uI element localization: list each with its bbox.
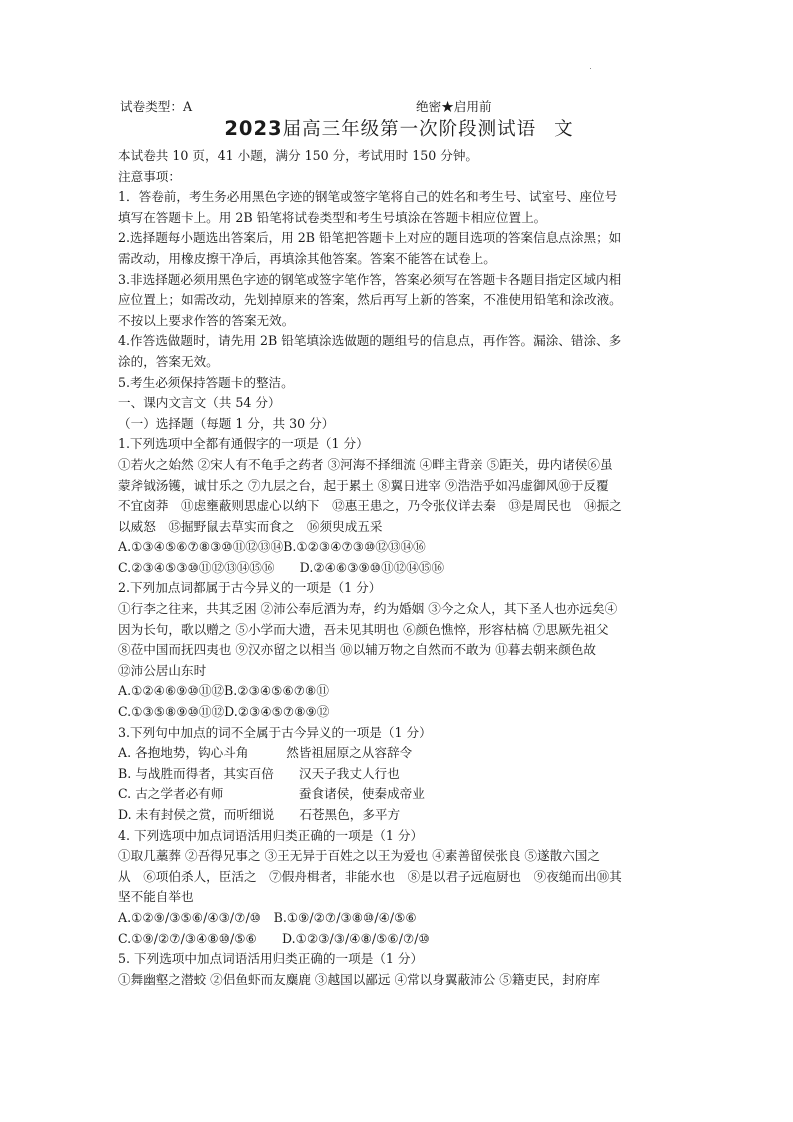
note-line: 不按以上要求作答的答案无效。 bbox=[118, 312, 295, 328]
section-heading: 一、课内文言文（共 54 分） bbox=[118, 395, 281, 411]
question-text: 从 ⑥项伯杀人，臣活之 ⑦假舟楫者，非能水也 ⑧是以君子远庖厨也 ⑨夜缒而出⑩其 bbox=[118, 868, 622, 884]
question-text: 坚不能自举也 bbox=[118, 889, 194, 905]
question-2 bbox=[118, 578, 680, 722]
exam-content bbox=[118, 96, 680, 990]
question-1 bbox=[118, 434, 680, 578]
notes-heading: 注意事项： bbox=[118, 168, 181, 184]
title-main: 届高三年级第一次阶段测试语 bbox=[282, 119, 537, 140]
note-line: 应位置上；如需改动，先划掉原来的答案，然后再写上新的答案，不准使用铅笔和涂改液。 bbox=[118, 292, 622, 308]
paper-type: 试卷类型：A bbox=[120, 99, 193, 114]
note-line: 1．答卷前，考生务必用黑色字迹的钢笔或签字笔将自己的姓名和考生号、试室号、座位号 bbox=[118, 189, 618, 205]
exam-summary: 本试卷共 10 页，41 小题，满分 150 分，考试用时 150 分钟。 bbox=[118, 148, 479, 163]
question-text: 蒙斧钺汤镬，诚甘乐之 ⑦九层之台，起于累土 ⑧翼日进宰 ⑨浩浩乎如冯虚御风⑩于反覆 bbox=[118, 477, 609, 493]
title-year: 2023 bbox=[224, 117, 283, 140]
note-line: 涂的，答案无效。 bbox=[118, 353, 219, 369]
answer-options: A.①③④⑤⑥⑦⑧③⑩⑪⑫⑬⑭B.①②③④⑦③⑩⑫⑬⑭⑯ bbox=[118, 539, 426, 555]
question-text: ①行李之往来，共其乏困 ②沛公奉卮酒为寿，约为婚姻 ③今之众人，其下圣人也亦远矣④ bbox=[118, 601, 618, 617]
question-5 bbox=[118, 949, 680, 990]
question-text: 不宜卤莽 ⑪虑壅蔽则思虚心以纳下 ⑫惠王患之，乃令张仪详去秦 ⑬是周民也 ⑭振之 bbox=[118, 498, 622, 514]
answer-option: A. 各抱地势，钩心斗角 然皆祖屈原之从容辞令 bbox=[118, 745, 413, 761]
title-subject: 文 bbox=[554, 119, 574, 140]
answer-options: C.①⑨/②⑦/③④⑧⑩/⑤⑥ D.①②③/③/④⑧/⑤⑥/⑦/⑩ bbox=[118, 930, 430, 946]
answer-option: C. 古之学者必有师 蚕食诸侯，使秦成帝业 bbox=[118, 786, 425, 802]
question-stem: 1.下列选项中全都有通假字的一项是（1 分） bbox=[118, 436, 369, 452]
scan-speck bbox=[590, 68, 591, 69]
note-line: 5.考生必须保持答题卡的整洁。 bbox=[118, 374, 294, 390]
question-stem: 4. 下列选项中加点词语活用归类正确的一项是（1 分） bbox=[118, 827, 424, 843]
question-stem: 3.下列句中加点的词不全属于古今异义的一项是（1 分） bbox=[118, 724, 432, 740]
question-text: ①若火之始然 ②宋人有不龟手之药者 ③河海不择细流 ④畔主背亲 ⑤距关，毋内诸侯⑥虽 bbox=[118, 456, 613, 472]
answer-options: C.①③⑤⑧⑨⑩⑪⑫D.②③④⑤⑦⑧⑨⑫ bbox=[118, 704, 330, 720]
question-text: ⑧莅中国而抚四夷也 ⑨汉亦留之以相当 ⑩以辅万物之自然而不敢为 ⑪暮去朝来颜色故 bbox=[118, 642, 596, 658]
question-text: 因为长句，歌以赠之 ⑤小学而大遗，吾未见其明也 ⑥颜色憔悴，形容枯槁 ⑦思厥先祖父 bbox=[118, 621, 609, 637]
note-line: 4.作答选做题时，请先用 2B 铅笔填涂选做题的题组号的信息点，再作答。漏涂、错涂、多 bbox=[118, 333, 622, 349]
notes-list bbox=[118, 187, 680, 393]
question-text: ①取几藁葬 ②吾得兄事之 ③王无异于百姓之以王为爱也 ④素善留侯张良 ⑤遂散六国之 bbox=[118, 848, 600, 864]
confidential-label: 绝密★启用前 bbox=[416, 99, 492, 114]
question-3 bbox=[118, 723, 680, 826]
note-line: 3.非选择题必须用黑色字迹的钢笔或签字笔作答，答案必须写在答题卡各题目指定区域内相 bbox=[118, 271, 622, 287]
answer-option: D. 未有封侯之赏，而听细说 石苍黑色，多平方 bbox=[118, 807, 401, 822]
question-text: ⑫沛公居山东时 bbox=[118, 662, 207, 678]
note-line: 填写在答题卡上。用 2B 铅笔将试卷类型和考生号填涂在答题卡相应位置上。 bbox=[118, 209, 547, 225]
section-subheading: （一）选择题（每题 1 分，共 30 分） bbox=[118, 415, 335, 431]
answer-options: A.①②④⑥⑨⑩⑪⑫B.②③④⑤⑥⑦⑧⑪ bbox=[118, 683, 329, 699]
header-meta bbox=[118, 96, 680, 116]
question-text: ①舞幽壑之潜蛟 ②侣鱼虾而友麋鹿 ③越国以鄙远 ④常以身翼蔽沛公 ⑤籍吏民，封府库 bbox=[118, 971, 600, 987]
question-text: 以威怒 ⑮掘野鼠去草实而食之 ⑯须臾成五采 bbox=[118, 518, 383, 534]
note-line: 2.选择题每小题选出答案后，用 2B 铅笔把答题卡上对应的题目选项的答案信息点涂黑；如 bbox=[118, 230, 622, 246]
question-stem: 2.下列加点词都属于古今异义的一项是（1 分） bbox=[118, 580, 382, 596]
answer-options: A.①②⑨/③⑤⑥/④③/⑦/⑩ B.①⑨/②⑦/③⑧⑩/④/⑤⑥ bbox=[118, 909, 417, 925]
question-4 bbox=[118, 826, 680, 950]
answer-option: B. 与战胜而得者，其实百倍 汉天子我丈人行也 bbox=[118, 765, 400, 781]
page-title bbox=[118, 116, 680, 146]
note-line: 需改动，用橡皮擦干净后，再填涂其他答案。答案不能答在试卷上。 bbox=[118, 250, 496, 266]
answer-options: C.②③④⑤③⑩⑪⑫⑬⑭⑮⑯ D.②④⑥③⑨⑩⑪⑫⑭⑮⑯ bbox=[118, 559, 445, 575]
question-stem: 5. 下列选项中加点词语活用归类正确的一项是（1 分） bbox=[118, 951, 424, 967]
